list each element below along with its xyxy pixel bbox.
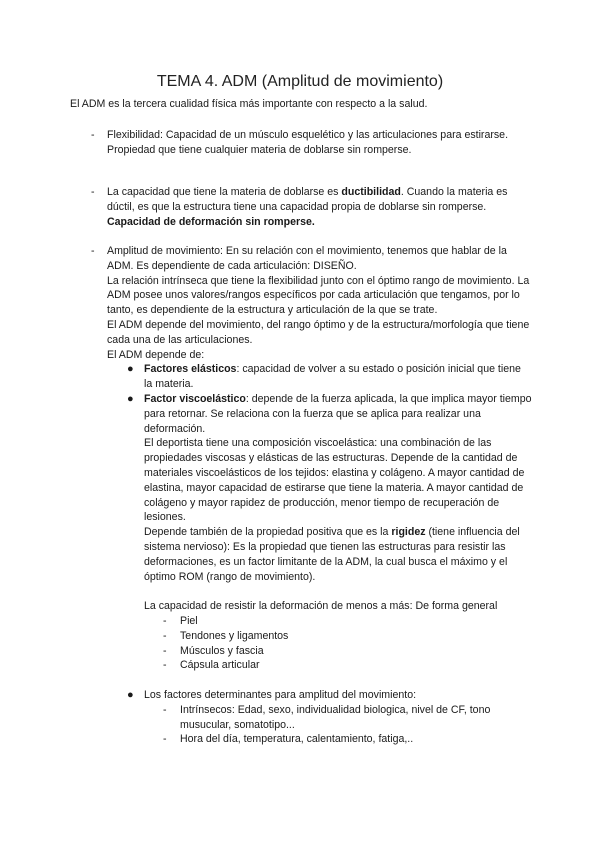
adm-item [107,244,532,747]
adm-definition: Amplitud de movimiento: En su relación con el movimiento, tenemos que hablar de la ADM. Es dependiente de cada articulación: DISEÑO. [107,245,507,272]
bullet-icon: ● [127,688,134,701]
list-item-elastic [107,362,532,392]
list-dash: - [163,703,167,716]
flexibility-definition: Flexibilidad: Capacidad de un músculo esquelético y las articulaciones para estirarse. [107,129,509,141]
adm-depends-on: El ADM depende de: [107,348,205,361]
list-item-determinants [107,688,532,747]
viscoelastic-text [144,392,532,436]
adm-relation: La relación intrínseca que tiene la flexibilidad junto con el óptimo rango de movimiento. La ADM posee unos valores/rangos específicos por cada articulación que tengamos, por lo tanto, es dependiente de la estructura y articulación de la que se trate. [107,274,530,317]
list-item [144,658,532,673]
list-item [144,644,532,659]
ductility-paragraph [107,185,532,215]
list-dash: - [163,733,167,746]
list-dash: - [163,629,167,642]
flexibility-item [107,128,532,158]
list-item-viscoelastic [107,392,532,673]
determinants-intro: Los factores determinantes para amplitud del movimiento: [144,688,417,701]
list-dash: - [91,245,95,257]
list-dash: - [163,644,167,657]
list-item [144,629,532,644]
resistance-intro: La capacidad de resistir la deformación de menos a más: De forma general [144,600,498,613]
deformation-capacity [107,215,532,230]
rigidity-pre: Depende también de la propiedad positiva que es la [144,526,392,539]
resistance-item: Músculos y fascia [180,644,264,657]
ductility-item [107,185,532,229]
determinant-item: Hora del día, temperatura, calentamiento, fatiga,.. [180,733,414,746]
deformation-capacity-bold: Capacidad de deformación sin romperse. [107,215,315,228]
adm-depends-movement: El ADM depende del movimiento, del rango óptimo y de la estructura/morfología que tiene cada una de las articulaciones. [107,318,530,346]
rigidity-bold: rigidez [391,526,426,539]
flexibility-property: Propiedad que tiene cualquier materia de doblarse sin romperse. [107,143,412,156]
determinant-item: Intrínsecos: Edad, sexo, individualidad biologica, nivel de CF, tono musucular, somatotipo... [180,703,491,731]
viscoelastic-desc: : depende de la fuerza aplicada, la que implica mayor tiempo para retornar. Se relaciona con la fuerza que se aplica para realizar una deformación. [144,392,532,435]
list-item [144,614,532,629]
viscoelastic-composition: El deportista tiene una composición viscoelástica: una combinación de las propiedades viscosas y elásticas de las estructuras. Depende de la cantidad de materiales viscoelásticos de los tejidos: elastina y colágeno. A mayor cantidad de elastina, mayor capacidad de estirarse que tiene la materia. A mayor cantidad de colágeno y mayor rapidez de producción, menor tiempo de recuperación de lesiones. [144,437,525,524]
rigidity-paragraph [144,525,532,584]
list-dash: - [91,186,95,198]
resistance-item: Tendones y ligamentos [180,629,289,642]
resistance-item: Cápsula articular [180,659,260,672]
elastic-factors-bold: Factores elásticos [144,363,237,376]
viscoelastic-bold: Factor viscoelástico [144,392,246,405]
ductility-post: . Cuando la materia es dúctil, es que la estructura tiene una capacidad propia de doblarse sin romperse. [107,186,508,213]
list-item [144,703,532,733]
ductility-pre: La capacidad que tiene la materia de doblarse es [107,186,342,198]
intro-paragraph: El ADM es la tercera cualidad física más importante con respecto a la salud. [70,98,428,110]
resistance-item: Piel [180,614,198,627]
page-title: TEMA 4. ADM (Amplitud de movimiento) [156,73,444,90]
ductility-bold: ductibilidad [341,186,401,198]
elastic-factors-text [144,362,532,392]
list-item [144,732,532,747]
list-dash: - [163,659,167,672]
bullet-icon: ● [127,392,134,405]
bullet-icon: ● [127,363,134,376]
rigidity-post: (tiene influencia del sistema nervioso): Es la propiedad que tienen las estructuras para resistir las deformaciones, es un factor limitante de la ADM, la cual busca el máximo y el óptimo ROM (rango de movimiento). [144,526,520,583]
elastic-factors-desc: : capacidad de volver a su estado o posición inicial que tiene la materia. [144,363,521,391]
list-dash: - [163,614,167,627]
list-dash: - [91,129,95,141]
